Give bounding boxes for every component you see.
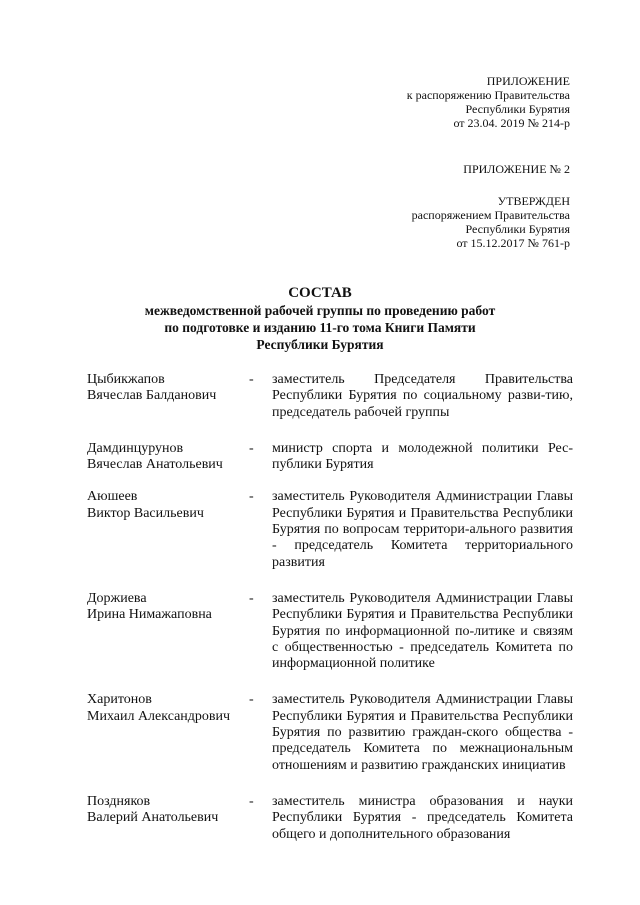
appendix-2-title: ПРИЛОЖЕНИЕ № 2 <box>463 162 570 176</box>
member-row <box>87 591 573 672</box>
member-role: заместитель министра образования и науки Республики Бурятия - председатель Комитета общего и дополнительного образования <box>272 793 573 842</box>
approved-line-3: от 15.12.2017 № 761-р <box>456 236 570 250</box>
member-row <box>87 692 573 773</box>
heading-line-1: межведомственной рабочей группы по проведению работ <box>144 303 496 318</box>
member-role: заместитель Председателя Правительства Республики Бурятия по социальному разви-тию, председатель рабочей группы <box>272 372 573 420</box>
member-name <box>87 441 247 474</box>
appendix-line-3: от 23.04. 2019 № 214-р <box>453 116 570 130</box>
approved-line-2: Республики Бурятия <box>465 222 570 236</box>
document-heading <box>0 284 640 353</box>
member-given-name: Вячеслав Анатольевич <box>87 457 223 473</box>
member-given-name: Михаил Александрович <box>87 708 231 724</box>
member-given-name: Ирина Нимажаповна <box>87 607 212 623</box>
heading-line-2: по подготовке и изданию 11-го тома Книги Памяти <box>164 320 476 335</box>
member-row <box>87 489 573 570</box>
approved-title: УТВЕРЖДЕН <box>497 194 570 208</box>
heading-title: СОСТАВ <box>288 285 352 301</box>
member-dash: - <box>249 440 254 456</box>
member-given-name: Виктор Васильевич <box>87 505 204 521</box>
member-role: заместитель Руководителя Администрации Главы Республики Бурятия и Правительства Республики Бурятия по развитию граждан-ского общества - председатель Комитета по межнациональным отношениям и развитию гражданских инициатив <box>272 692 573 773</box>
member-name <box>87 692 247 773</box>
member-surname: Доржиева <box>87 590 147 606</box>
member-surname: Цыбикжапов <box>87 372 165 387</box>
member-surname: Аюшеев <box>87 489 138 505</box>
member-name <box>87 794 247 843</box>
member-row <box>87 372 573 421</box>
member-name <box>87 372 247 421</box>
member-dash: - <box>249 590 254 606</box>
heading-line-3: Республики Бурятия <box>256 337 384 352</box>
member-dash: - <box>249 372 254 387</box>
appendix-title: ПРИЛОЖЕНИЕ <box>486 74 570 88</box>
member-given-name: Валерий Анатольевич <box>87 810 219 826</box>
member-name <box>87 489 247 570</box>
member-surname: Дамдинцурунов <box>87 440 184 456</box>
appendix-line-1: к распоряжению Правительства <box>406 88 570 102</box>
member-row <box>87 794 573 843</box>
member-surname: Харитонов <box>87 692 152 708</box>
appendix-2-header <box>463 162 570 176</box>
appendix-line-2: Республики Бурятия <box>465 102 570 116</box>
member-role: заместитель Руководителя Администрации Главы Республики Бурятия и Правительства Республики Бурятия по информационной по-литике и связям с общественностью - председатель Комитета по информационной политике <box>272 590 573 672</box>
member-given-name: Вячеслав Балданович <box>87 388 217 404</box>
member-dash: - <box>249 489 254 505</box>
member-role: заместитель Руководителя Администрации Главы Республики Бурятия и Правительства Республики Бурятия по вопросам территори-ального развития - председатель Комитета территориального развития <box>272 489 573 570</box>
member-surname: Поздняков <box>87 793 151 809</box>
member-name <box>87 591 247 672</box>
member-list <box>87 372 573 863</box>
member-dash: - <box>249 793 254 809</box>
member-dash: - <box>249 692 254 708</box>
approved-block <box>412 194 570 250</box>
approved-line-1: распоряжением Правительства <box>411 208 570 222</box>
member-role: министр спорта и молодежной политики Рес-публики Бурятия <box>272 440 573 473</box>
member-row <box>87 441 573 474</box>
appendix-header <box>407 74 570 130</box>
